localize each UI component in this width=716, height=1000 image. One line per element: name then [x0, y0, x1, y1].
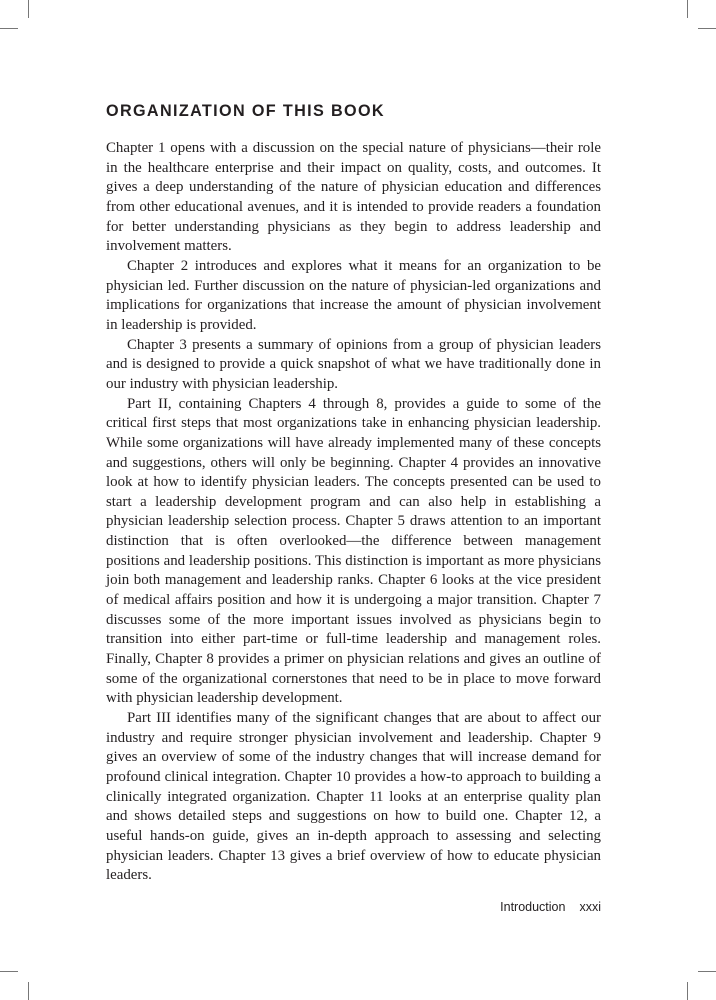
section-heading: ORGANIZATION OF THIS BOOK: [106, 102, 385, 120]
paragraph: Part II, containing Chapters 4 through 8, provides a guide to some of the critical first steps that most organizations take in enhancing physician leadership. While some organizations will have already implemented many of these concepts and suggestions, others will only be beginning. Chapter 4 provides an innovative look at how to identify physician leaders. The concepts presented can be used to start a leadership development program and can also help in establishing a physician leadership selection process. Chapter 5 draws attention to an important distinction that is often overlooked—the difference between management positions and leadership positions. This distinction is important as more physicians join both management and leadership ranks. Chapter 6 looks at the vice president of medical affairs position and how it is undergoing a major transition. Chapter 7 discusses some of the more important issues involved as physicians begin to transition into either part-time or full-time leadership and management roles. Finally, Chapter 8 provides a primer on physician relations and gives an outline of some of the organizational cornerstones that need to be in place to move forward with physician leadership development.: [106, 395, 601, 707]
paragraph: Chapter 3 presents a summary of opinions from a group of physician leaders and is designed to provide a quick snapshot of what we have traditionally done in our industry with physician leadership.: [106, 336, 601, 392]
paragraph: Chapter 2 introduces and explores what it means for an organization to be physician led. Further discussion on the nature of physician-led organizations and implications for organizations that increase the amount of physician involvement in leadership is provided.: [106, 257, 601, 333]
crop-mark-top-right-h: [698, 28, 716, 29]
page-footer: [500, 900, 601, 914]
paragraph: Part III identifies many of the significant changes that are about to affect our industry and require stronger physician involvement and leadership. Chapter 9 gives an overview of some of the industry changes that will increase demand for profound clinical integration. Chapter 10 provides a how-to approach to building a clinically integrated organization. Chapter 11 looks at an enterprise quality plan and shows detailed steps and suggestions on how to build one. Chapter 12, a useful hands-on guide, gives an in-depth approach to assessing and selecting physician leaders. Chapter 13 gives a brief overview of how to educate physician leaders.: [106, 710, 601, 884]
crop-mark-top-left-h: [0, 28, 18, 29]
running-head: Introduction: [500, 900, 566, 914]
crop-mark-top-left: [28, 0, 29, 18]
crop-mark-top-right: [687, 0, 688, 18]
crop-mark-bottom-right: [687, 982, 688, 1000]
crop-mark-bottom-left: [28, 982, 29, 1000]
paragraph: Chapter 1 opens with a discussion on the special nature of physicians—their role in the healthcare enterprise and their impact on quality, costs, and outcomes. It gives a deep understanding of the nature of physician education and differences from other educational avenues, and it is intended to provide readers a foundation for better understanding physicians as they begin to address leadership and involvement matters.: [106, 140, 601, 255]
crop-mark-bottom-right-h: [698, 971, 716, 972]
crop-mark-bottom-left-h: [0, 971, 18, 972]
body-text: [106, 139, 601, 886]
page-number: xxxi: [579, 900, 601, 914]
